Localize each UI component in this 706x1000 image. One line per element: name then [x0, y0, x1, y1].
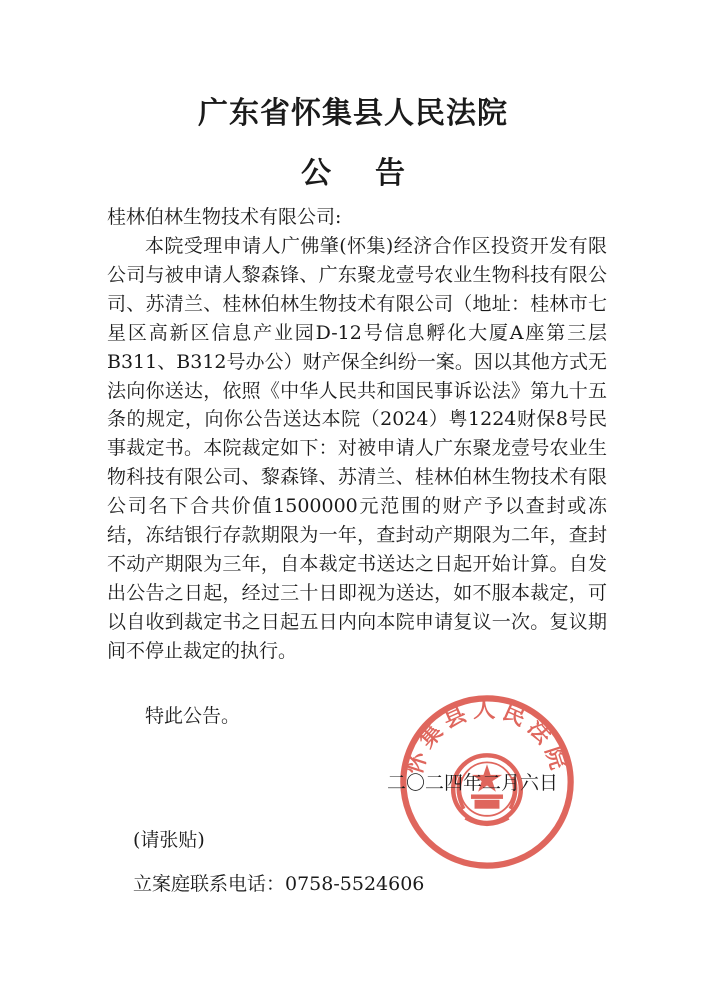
issue-date: 二〇二四年二月六日: [386, 772, 558, 794]
posting-note: (请张贴): [133, 829, 205, 851]
contact-phone: 立案庭联系电话：0758-5524606: [133, 873, 425, 895]
document-title: 公告: [301, 156, 449, 191]
recipient-line: 桂林伯林生物技术有限公司:: [107, 206, 342, 228]
notice-body: 本院受理申请人广佛肇(怀集)经济合作区投资开发有限公司与被申请人黎森锋、广东聚龙壹号农业生物科技有限公司、苏清兰、桂林伯林生物技术有限公司（地址：桂林市七星区高新区信息产业园D-12号信息孵化大厦A座第三层B311、B312号办公）财产保全纠纷一案。因以其他方式无法向你送达，依照《中华人民共和国民事诉讼法》第九十五条的规定，向你公告送达本院（2024）粤1224财保8号民事裁定书。本院裁定如下：对被申请人广东聚龙壹号农业生物科技有限公司、黎森锋、苏清兰、桂林伯林生物技术有限公司名下合共价值1500000元范围的财产予以查封或冻结，冻结银行存款期限为一年，查封动产期限为二年，查封不动产期限为三年，自本裁定书送达之日起开始计算。自发出公告之日起，经过三十日即视为送达，如不服本裁定，可以自收到裁定书之日起五日内向本院申请复议一次。复议期间不停止裁定的执行。: [107, 235, 607, 662]
svg-text:怀集县人民法院: 怀集县人民法院: [401, 696, 573, 778]
court-name: 广东省怀集县人民法院: [198, 96, 508, 131]
closing-line: 特此公告。: [145, 705, 241, 727]
